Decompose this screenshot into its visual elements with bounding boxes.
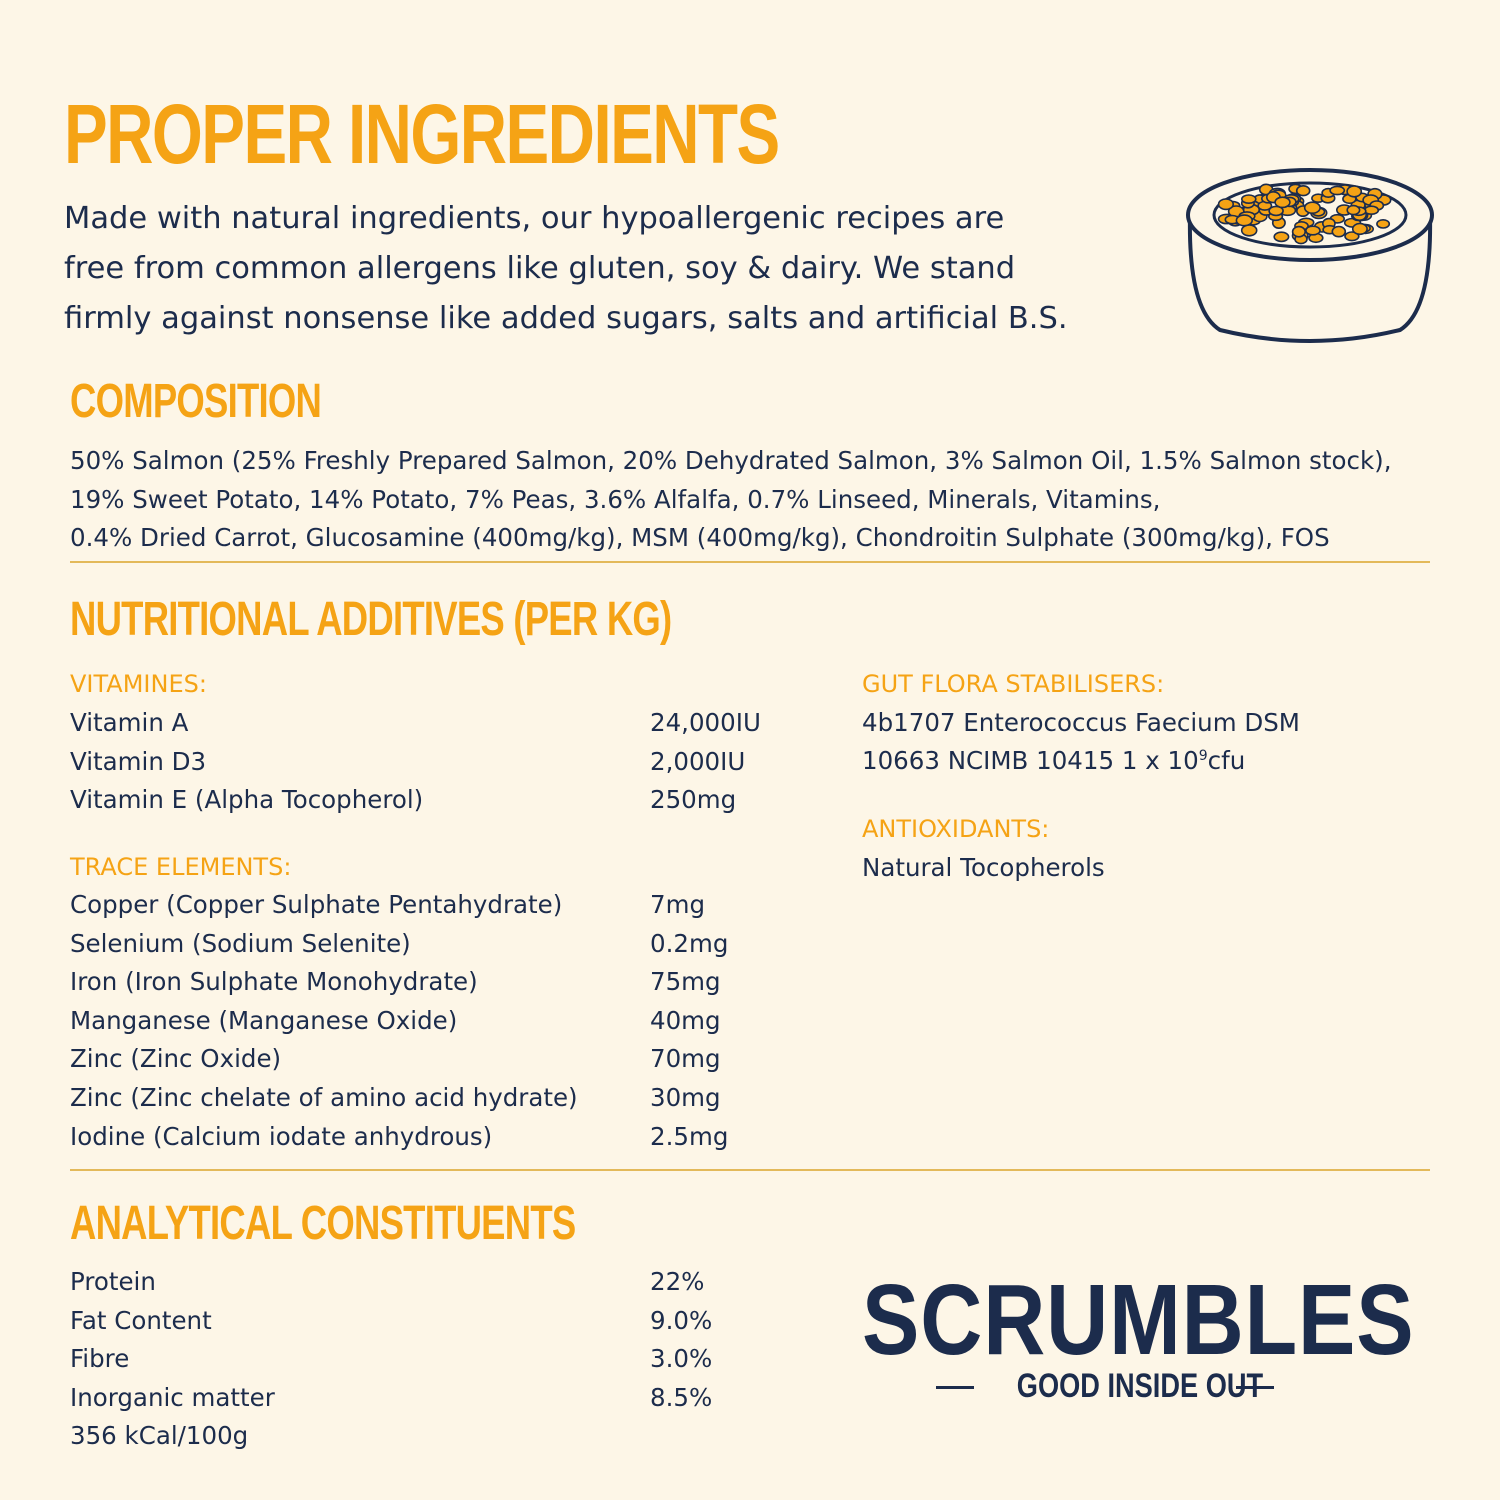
nutrient-name: Vitamin D3	[70, 746, 207, 776]
brand-tagline	[936, 1366, 1274, 1406]
composition-line: 19% Sweet Potato, 14% Potato, 7% Peas, 3.6% Alfalfa, 0.7% Linseed, Minerals, Vitamins,	[70, 484, 1161, 514]
composition-line: 50% Salmon (25% Freshly Prepared Salmon, 20% Dehydrated Salmon, 3% Salmon Oil, 1.5% Salmon stock),	[70, 446, 1392, 475]
constituent-name: Protein	[70, 1267, 156, 1296]
nutrient-value: 40mg	[650, 1005, 721, 1035]
food-bowl-icon	[1180, 160, 1440, 350]
antioxidants-text: Natural Tocopherols	[862, 853, 1105, 882]
vitamins-label: VITAMINES:	[70, 670, 207, 698]
nutrient-name: Iron (Iron Sulphate Monohydrate)	[70, 967, 478, 997]
gut-flora-count: 10663 NCIMB 10415 1 x 10	[862, 746, 1199, 775]
kibble-piece	[1347, 186, 1361, 197]
energy-value: 356 kCal/100g	[70, 1421, 249, 1451]
kibble-piece	[1236, 215, 1252, 226]
nutrient-value: 0.2mg	[650, 928, 729, 958]
intro-line: Made with natural ingredients, our hypoallergenic recipes are	[64, 201, 1005, 236]
composition-line: 0.4% Dried Carrot, Glucosamine (400mg/kg), MSM (400mg/kg), Chondroitin Sulphate (300mg/kg), FOS	[70, 523, 1330, 552]
nutrient-name: Selenium (Sodium Selenite)	[70, 928, 411, 958]
constituent-value: 8.5%	[650, 1382, 713, 1412]
kibble-piece	[1293, 227, 1306, 237]
nutrient-value: 30mg	[650, 1082, 721, 1112]
nutrient-value: 250mg	[650, 785, 737, 815]
intro-paragraph	[64, 194, 1174, 344]
kibble-piece	[1330, 186, 1344, 194]
nutrient-name: Vitamin A	[70, 708, 189, 737]
constituent-name: Fat Content	[70, 1305, 212, 1335]
kibble-piece	[1353, 224, 1367, 235]
nutrient-name: Zinc (Zinc Oxide)	[70, 1044, 282, 1074]
nutrient-name: Vitamin E (Alpha Tocopherol)	[70, 785, 424, 815]
additives-heading: NUTRITIONAL ADDITIVES (PER KG)	[70, 593, 672, 646]
gut-flora-label: GUT FLORA STABILISERS:	[862, 670, 1165, 698]
tagline-dash	[1236, 1386, 1274, 1389]
constituent-value: 22%	[650, 1267, 705, 1296]
nutrient-name: Copper (Copper Sulphate Pentahydrate)	[70, 890, 563, 919]
kibble-piece	[1297, 186, 1310, 196]
kibble-piece	[1275, 197, 1290, 207]
gut-flora-line	[862, 742, 1245, 781]
tagline-text	[986, 1366, 1264, 1406]
kibble-piece	[1305, 202, 1320, 213]
composition-text	[70, 442, 1430, 558]
kibble-piece	[1242, 195, 1256, 203]
nutrient-value: 2,000IU	[650, 746, 746, 776]
constituent-name: Inorganic matter	[70, 1382, 275, 1412]
gut-flora-unit: cfu	[1207, 746, 1246, 775]
nutrient-value: 24,000IU	[650, 708, 761, 737]
kibble-piece	[1219, 199, 1234, 209]
kibble-piece	[1274, 232, 1288, 241]
tagline-label: GOOD INSIDE OUT	[1016, 1367, 1264, 1405]
kibble-piece	[1377, 220, 1389, 228]
antioxidants-label: ANTIOXIDANTS:	[862, 815, 1050, 843]
gut-flora-line: 4b1707 Enterococcus Faecium DSM	[862, 708, 1300, 737]
constituent-name: Fibre	[70, 1344, 130, 1374]
analytical-heading: ANALYTICAL CONSTITUENTS	[70, 1197, 576, 1250]
gut-flora-exponent: 9	[1198, 747, 1208, 764]
nutrient-name: Iodine (Calcium iodate anhydrous)	[70, 1121, 493, 1151]
kibble-piece	[1306, 226, 1320, 235]
section-divider	[70, 561, 1430, 563]
nutrient-value: 7mg	[650, 890, 706, 919]
constituent-value: 9.0%	[650, 1305, 713, 1335]
kibble-piece	[1347, 206, 1359, 215]
kibble-piece	[1242, 225, 1257, 236]
brand-name: SCRUMBLES	[862, 1264, 1415, 1376]
intro-line: free from common allergens like gluten, soy & dairy. We stand	[64, 251, 1016, 286]
section-divider	[70, 1169, 1430, 1171]
nutrient-value: 75mg	[650, 967, 721, 997]
constituent-value: 3.0%	[650, 1344, 713, 1374]
tagline-dash	[936, 1386, 974, 1389]
nutrient-name: Manganese (Manganese Oxide)	[70, 1005, 458, 1035]
nutrient-value: 2.5mg	[650, 1121, 729, 1151]
page-title: PROPER INGREDIENTS	[64, 87, 779, 181]
kibble-piece	[1332, 227, 1345, 237]
trace-elements-label: TRACE ELEMENTS:	[70, 853, 292, 881]
nutrient-value: 70mg	[650, 1044, 721, 1074]
kibble-piece	[1365, 206, 1379, 214]
composition-heading: COMPOSITION	[70, 375, 322, 428]
intro-line: firmly against nonsense like added sugars, salts and artificial B.S.	[64, 301, 1068, 336]
nutrient-name: Zinc (Zinc chelate of amino acid hydrate)	[70, 1082, 578, 1112]
